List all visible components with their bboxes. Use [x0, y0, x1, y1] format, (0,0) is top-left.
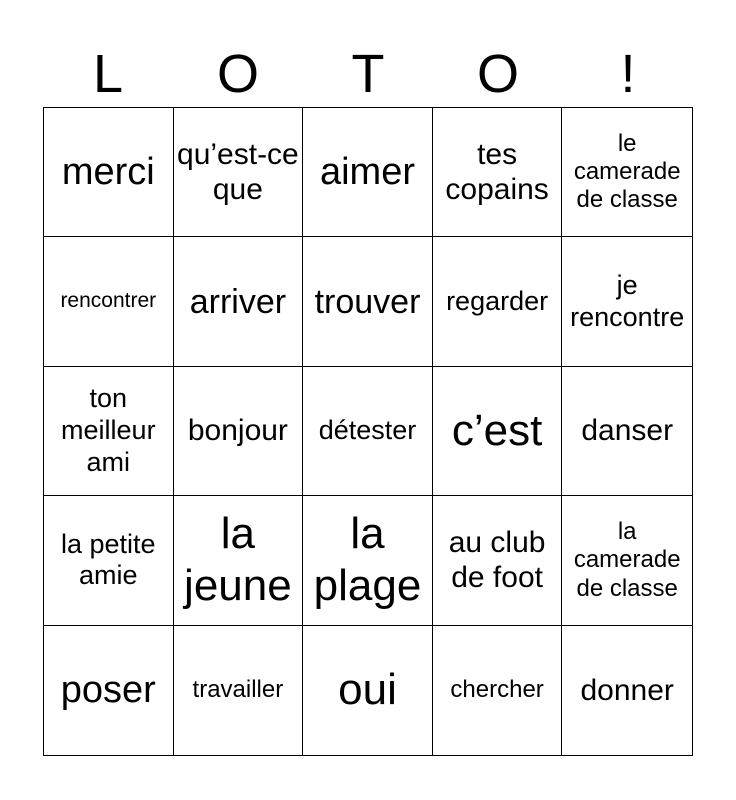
bingo-cell[interactable]	[44, 367, 174, 496]
cell-word: tes copains	[445, 137, 549, 207]
bingo-cell[interactable]	[174, 237, 304, 366]
bingo-cell[interactable]	[303, 108, 433, 237]
bingo-cell[interactable]	[433, 108, 563, 237]
cell-word: je rencontre	[570, 269, 685, 332]
cell-word: au club de foot	[448, 526, 546, 595]
cell-word: trouver	[314, 282, 421, 321]
cell-word: bonjour	[187, 414, 288, 448]
bingo-cell[interactable]	[44, 626, 174, 755]
bingo-board	[43, 107, 693, 756]
cell-word: chercher	[450, 676, 544, 704]
cell-word: regarder	[446, 285, 549, 316]
cell-word: c’est	[451, 406, 543, 456]
title-letter: !	[620, 44, 636, 104]
cell-word: poser	[60, 668, 156, 711]
bingo-cell[interactable]	[303, 367, 433, 496]
bingo-cell[interactable]	[303, 626, 433, 755]
cell-word: arriver	[189, 282, 287, 321]
bingo-cell[interactable]	[303, 237, 433, 366]
cell-word: la petite amie	[61, 528, 156, 591]
cell-word: donner	[580, 673, 674, 707]
cell-word: oui	[338, 665, 397, 715]
bingo-cell[interactable]	[562, 626, 692, 755]
cell-word: merci	[61, 150, 155, 193]
title-letter: O	[216, 44, 259, 104]
cell-word: la jeune	[184, 509, 292, 611]
bingo-cell[interactable]	[174, 367, 304, 496]
bingo-cell[interactable]	[562, 237, 692, 366]
bingo-cell[interactable]	[44, 496, 174, 625]
bingo-cell[interactable]	[433, 237, 563, 366]
cell-word: qu’est-ce que	[177, 137, 299, 207]
bingo-cell[interactable]	[174, 626, 304, 755]
cell-word: ton meilleur ami	[61, 383, 156, 477]
cell-word: danser	[581, 414, 674, 448]
cell-word: travailler	[192, 676, 284, 704]
bingo-cell[interactable]	[562, 108, 692, 237]
cell-word: la camerade de classe	[573, 517, 681, 602]
bingo-cell[interactable]	[433, 367, 563, 496]
loto-title	[43, 40, 693, 108]
bingo-cell[interactable]	[174, 496, 304, 625]
bingo-cell[interactable]	[44, 108, 174, 237]
cell-word: rencontrer	[60, 289, 157, 313]
bingo-cell[interactable]	[433, 496, 563, 625]
title-letter: T	[351, 44, 385, 104]
bingo-cell[interactable]	[562, 496, 692, 625]
cell-word: aimer	[319, 150, 415, 193]
cell-word: détester	[318, 415, 417, 446]
title-letter: L	[92, 44, 124, 104]
bingo-cell[interactable]	[303, 496, 433, 625]
bingo-cell[interactable]	[174, 108, 304, 237]
cell-word: le camerade de classe	[573, 129, 681, 214]
title-letter: O	[476, 44, 519, 104]
bingo-cell[interactable]	[433, 626, 563, 755]
bingo-cell[interactable]	[44, 237, 174, 366]
cell-word: la plage	[313, 509, 422, 611]
bingo-cell[interactable]	[562, 367, 692, 496]
